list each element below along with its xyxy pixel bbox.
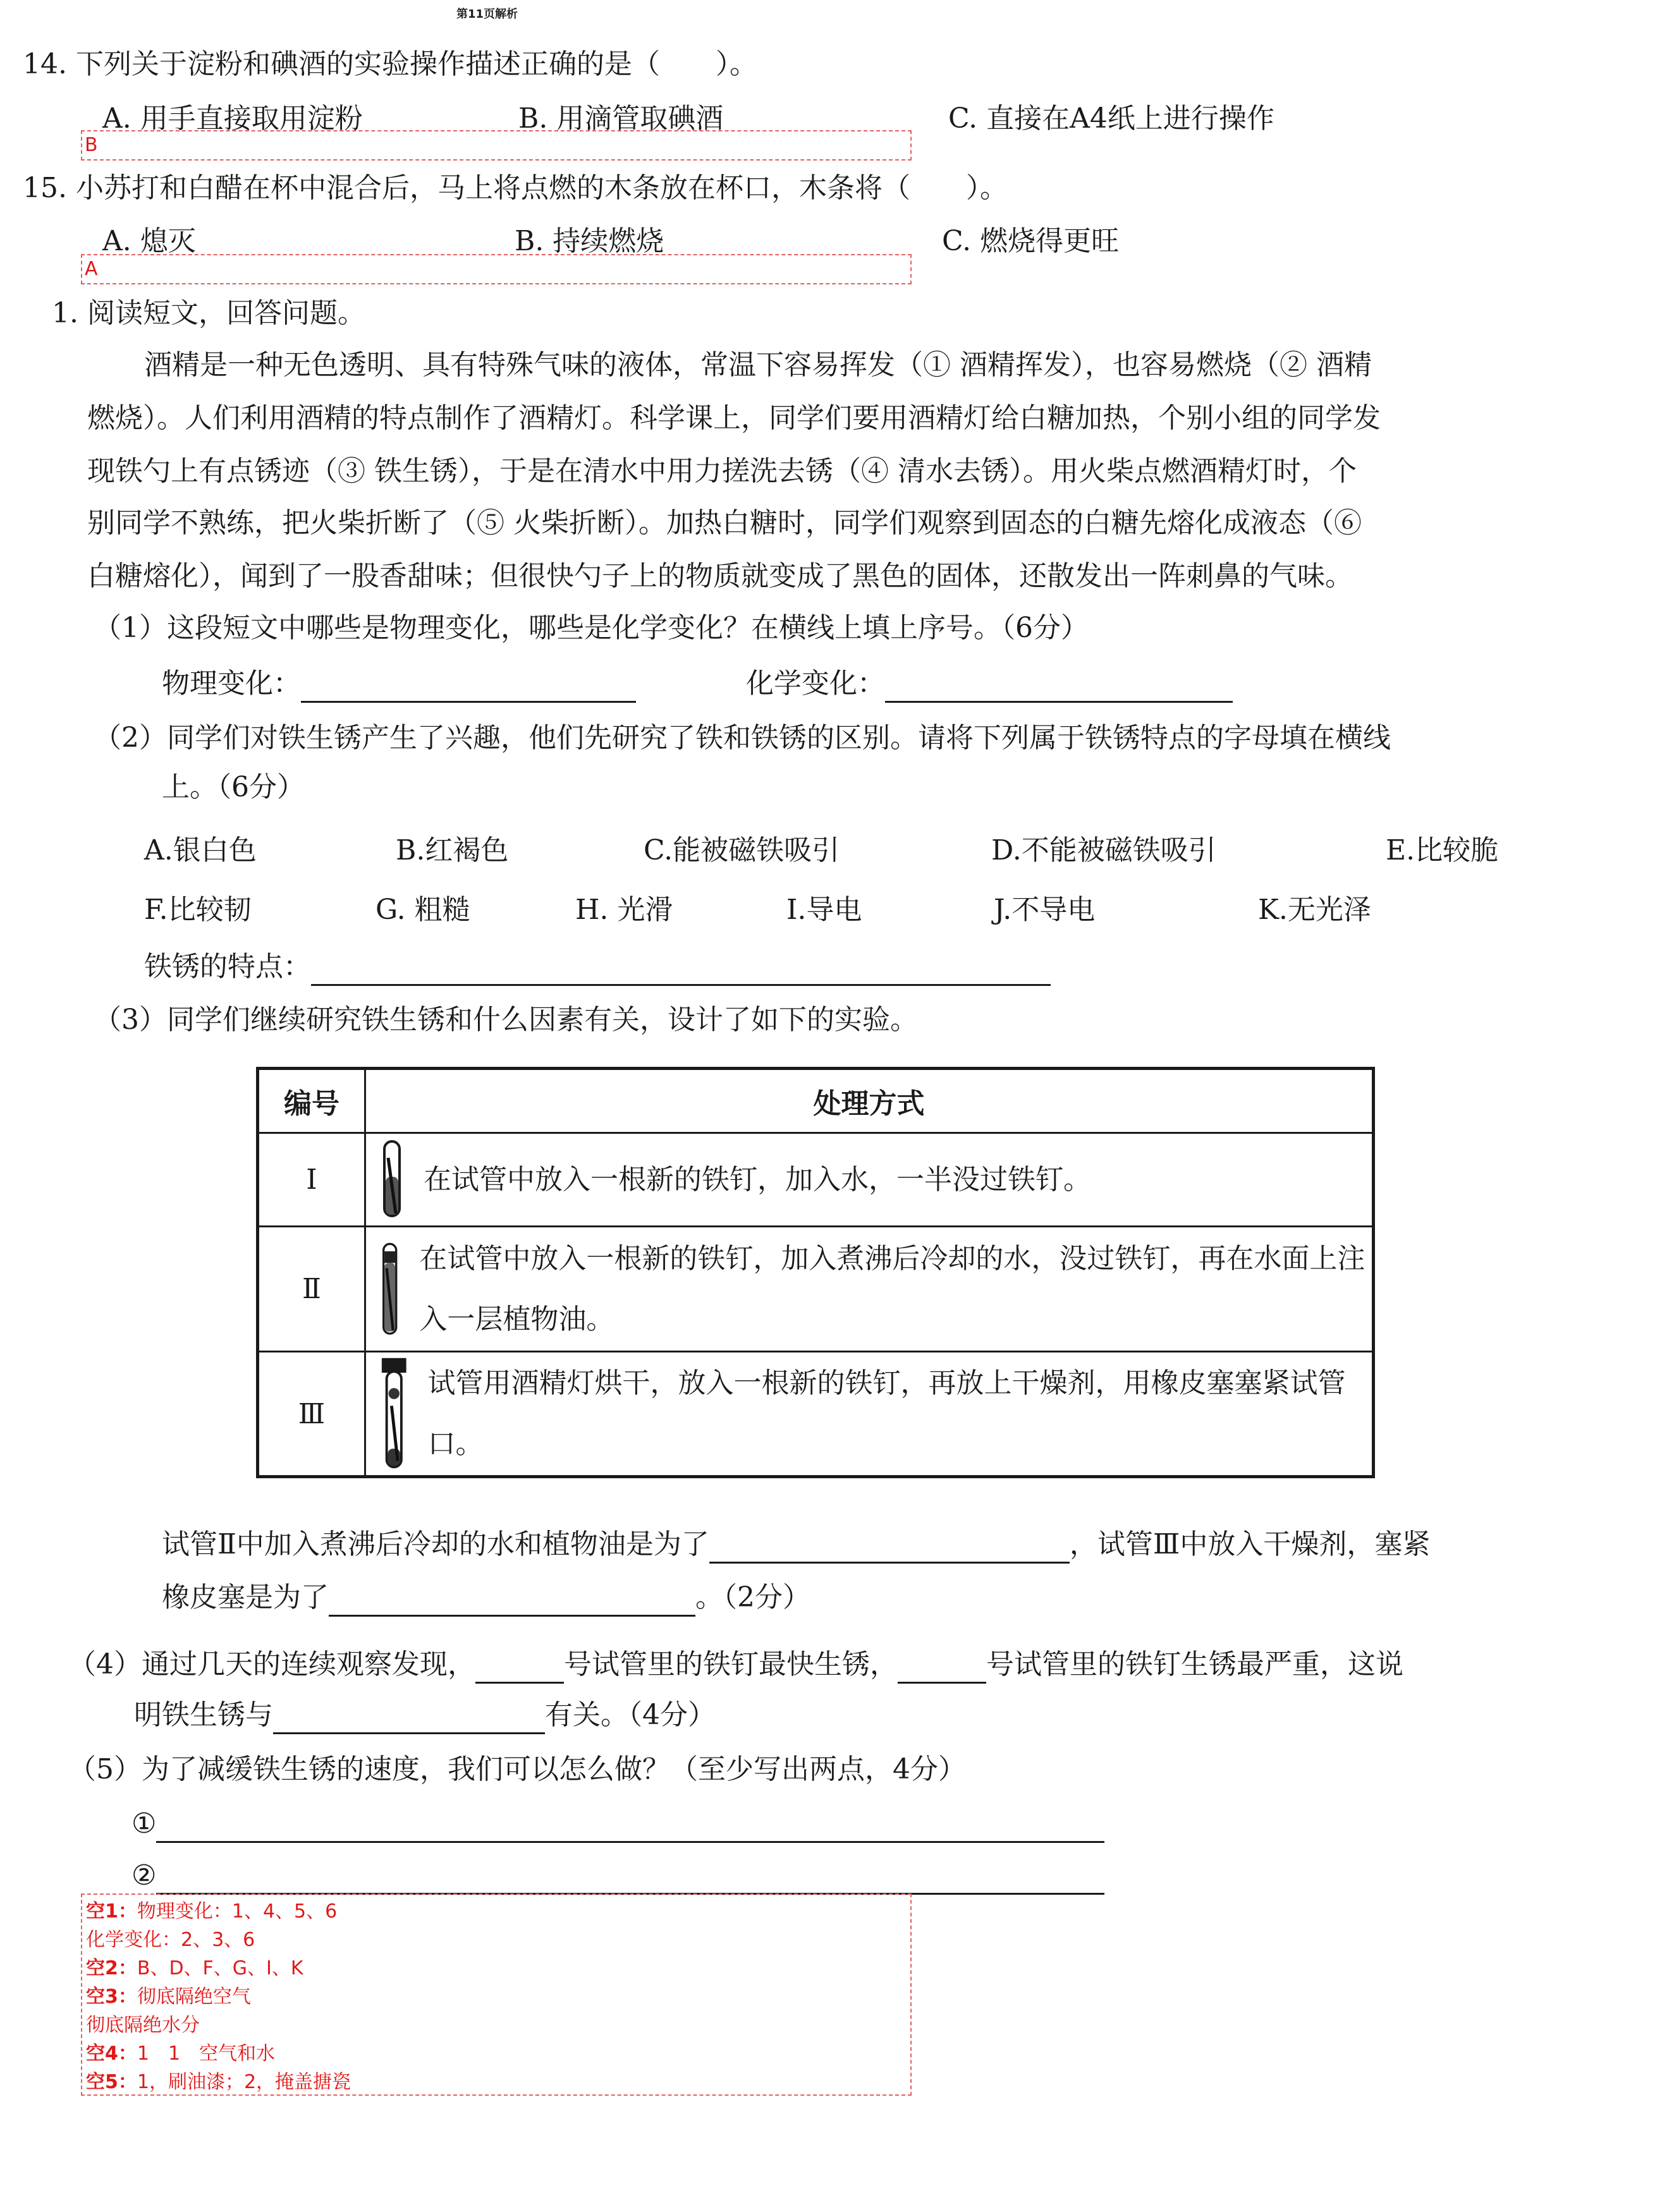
q15-option-a: A. 熄灭 bbox=[102, 225, 196, 257]
rust-blank[interactable] bbox=[311, 956, 1051, 986]
reading-title: 1. 阅读短文，回答问题。 bbox=[52, 297, 365, 329]
option-e: E.比较脆 bbox=[1386, 834, 1499, 866]
answer-line: 彻底隔绝水分 bbox=[86, 2014, 200, 2036]
physical-blank[interactable] bbox=[301, 673, 636, 703]
answer-line: 化学变化：2、3、6 bbox=[86, 1929, 255, 1951]
passage-line-3: 现铁勺上有点锈迹（③ 铁生锈），于是在清水中用力搓洗去锈（④ 清水去锈）。用火柴点燃酒精灯时，个 bbox=[87, 455, 1357, 487]
sub5-line2: ② bbox=[131, 1857, 1104, 1895]
table-row bbox=[258, 1133, 1374, 1227]
table-row bbox=[258, 1227, 1374, 1352]
q14-question: 14. 下列关于淀粉和碘酒的实验操作描述正确的是（ ）。 bbox=[23, 48, 757, 80]
header-method: 处理方式 bbox=[365, 1069, 1374, 1133]
sub4-line1: （4）通过几天的连续观察发现， 号试管里的铁钉最快生锈， 号试管里的铁钉生锈最严重，这说 bbox=[68, 1646, 1403, 1684]
row-id: Ⅱ bbox=[258, 1227, 365, 1352]
test-tube-icon bbox=[379, 1232, 400, 1346]
experiment-table bbox=[256, 1067, 1375, 1478]
fastest-tube-blank[interactable] bbox=[475, 1654, 564, 1684]
rust-features-row bbox=[144, 948, 1051, 986]
physical-label: 物理变化： bbox=[162, 667, 301, 700]
q14-answer: B bbox=[85, 134, 98, 156]
page-label: 第11页解析 bbox=[456, 8, 518, 21]
passage-line-4: 别同学不熟练，把火柴折断了（⑤ 火柴折断）。加热白糖时，同学们观察到固态的白糖先熔化成液态（⑥ bbox=[87, 507, 1362, 539]
q14-option-c: C. 直接在A4纸上进行操作 bbox=[948, 102, 1274, 135]
sub4-line2: 明铁生锈与 有关。（4分） bbox=[134, 1696, 716, 1734]
option-f: F.比较韧 bbox=[144, 894, 252, 926]
worst-tube-blank[interactable] bbox=[898, 1654, 986, 1684]
chemical-blank[interactable] bbox=[885, 673, 1233, 703]
q15-question: 15. 小苏打和白醋在杯中混合后，马上将点燃的木条放在杯口，木条将（ ）。 bbox=[23, 172, 1008, 204]
rust-label: 铁锈的特点： bbox=[144, 951, 311, 983]
row-text: 在试管中放入一根新的铁钉，加入水，一半没过铁钉。 bbox=[424, 1163, 1091, 1196]
row-id: Ⅲ bbox=[258, 1352, 365, 1477]
method-blank-2[interactable] bbox=[156, 1865, 1104, 1895]
q15-option-b: B. 持续燃烧 bbox=[515, 225, 664, 257]
option-d: D.不能被磁铁吸引 bbox=[991, 834, 1216, 866]
answer-key-box bbox=[81, 1893, 912, 2096]
answer-line: 空4：1 1 空气和水 bbox=[86, 2043, 276, 2065]
header-id: 编号 bbox=[258, 1069, 365, 1133]
option-a: A.银白色 bbox=[144, 834, 257, 866]
passage-line-2: 燃烧）。人们利用酒精的特点制作了酒精灯。科学课上，同学们要用酒精灯给白糖加热，个别小组的同学发 bbox=[87, 402, 1381, 434]
option-h: H. 光滑 bbox=[575, 894, 673, 926]
sub1-question: （1）这段短文中哪些是物理变化，哪些是化学变化？在横线上填上序号。（6分） bbox=[94, 612, 1089, 644]
sub2-question-line2: 上。（6分） bbox=[162, 771, 305, 803]
method-blank-1[interactable] bbox=[156, 1813, 1104, 1843]
physical-change-row bbox=[162, 665, 636, 703]
answer-line: 空2：B、D、F、G、I、K bbox=[86, 1957, 303, 1979]
sub5-question: （5）为了减缓铁生锈的速度，我们可以怎么做？（至少写出两点，4分） bbox=[68, 1753, 966, 1785]
q14-answer-box bbox=[81, 130, 912, 161]
passage-line-1: 酒精是一种无色透明、具有特殊气味的液体，常温下容易挥发（① 酒精挥发），也容易燃烧（② 酒精 bbox=[144, 349, 1372, 381]
option-g: G. 粗糙 bbox=[376, 894, 470, 926]
q14-option-a: A. 用手直接取用淀粉 bbox=[102, 102, 363, 135]
purpose-blank-1[interactable] bbox=[709, 1534, 1070, 1564]
option-j: J.不导电 bbox=[994, 894, 1096, 926]
purpose-blank-2[interactable] bbox=[329, 1587, 695, 1617]
row-text: 试管用酒精灯烘干，放入一根新的铁钉，再放上干燥剂，用橡皮塞塞紧试管口。 bbox=[427, 1367, 1346, 1460]
sub3-question: （3）同学们继续研究铁生锈和什么因素有关，设计了如下的实验。 bbox=[94, 1004, 918, 1036]
answer-line: 空3：彻底隔绝空气 bbox=[86, 1986, 251, 2008]
passage-line-5: 白糖熔化），闻到了一股香甜味；但很快勺子上的物质就变成了黑色的固体，还散发出一阵刺鼻的气味。 bbox=[87, 560, 1353, 592]
answer-line: 空1：物理变化：1、4、5、6 bbox=[86, 1900, 338, 1923]
chemical-label: 化学变化： bbox=[746, 667, 885, 700]
factor-blank[interactable] bbox=[273, 1705, 545, 1734]
chemical-change-row bbox=[746, 665, 1233, 703]
q15-option-c: C. 燃烧得更旺 bbox=[942, 225, 1120, 257]
answer-line: 空5：1，刷油漆；2，掩盖搪瓷 bbox=[86, 2071, 351, 2093]
sub2-question-line1: （2）同学们对铁生锈产生了兴趣，他们先研究了铁和铁锈的区别。请将下列属于铁锈特点的字母填在横线 bbox=[94, 722, 1391, 754]
test-tube-icon bbox=[379, 1355, 409, 1473]
q15-answer-box bbox=[81, 254, 912, 284]
table-row bbox=[258, 1352, 1374, 1477]
sub3-followup-line2: 橡皮塞是为了 。（2分） bbox=[162, 1579, 810, 1617]
test-tube-icon bbox=[379, 1139, 405, 1221]
q15-answer: A bbox=[85, 258, 98, 280]
sub3-followup-line1: 试管Ⅱ中加入煮沸后冷却的水和植物油是为了 ，试管Ⅲ中放入干燥剂，塞紧 bbox=[162, 1526, 1430, 1564]
option-b: B.红褐色 bbox=[396, 834, 509, 866]
row-id: Ⅰ bbox=[258, 1133, 365, 1227]
sub5-line1: ① bbox=[131, 1805, 1104, 1843]
option-i: I.导电 bbox=[786, 894, 862, 926]
option-c: C.能被磁铁吸引 bbox=[644, 834, 840, 866]
row-text: 在试管中放入一根新的铁钉，加入煮沸后冷却的水，没过铁钉，再在水面上注入一层植物油。 bbox=[419, 1242, 1365, 1335]
option-k: K.无光泽 bbox=[1258, 894, 1371, 926]
q14-option-b: B. 用滴管取碘酒 bbox=[518, 102, 724, 135]
